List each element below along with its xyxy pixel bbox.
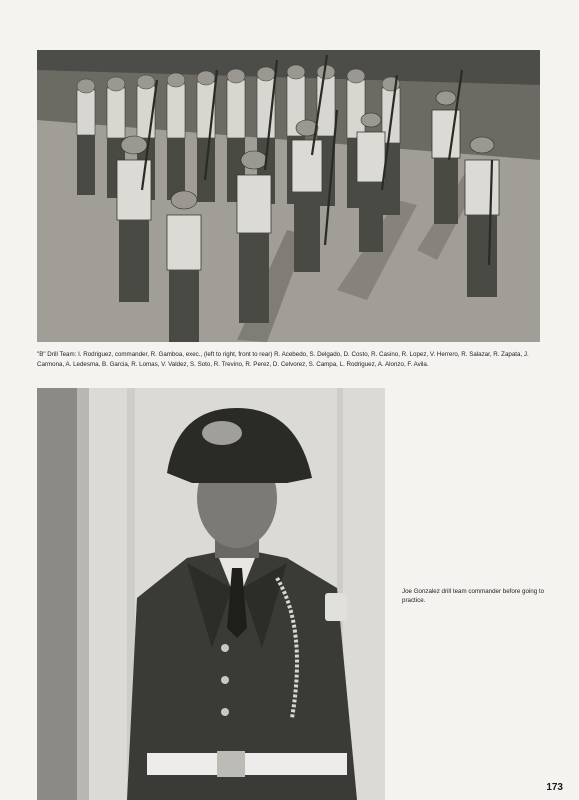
commander-portrait-photo [37,388,385,800]
drill-team-photo-illustration [37,50,540,342]
page-number: 173 [546,782,563,793]
drill-team-caption: "B" Drill Team: I. Rodriguez, commander, R. Gamboa, exec., (left to right, front to rear) R. Acebedo, S. Delgado, D. Costo, R. Casino, R. Lopez, V. Herrero, R. Salazar, R. Zapata, J. Carmona, A. Ledesma, B. Garcia, R. Lomas, V. Valdez, S. Soto, R. Trevino, R. Perez, D. Celvorez, S. Campa, L. Rodriguez, A. Alonzo, F. Avila. [37,351,529,368]
drill-team-photo [37,50,540,342]
commander-portrait-illustration [37,388,385,800]
commander-caption: Joe Gonzalez drill team commander before going to practice. [402,588,545,604]
